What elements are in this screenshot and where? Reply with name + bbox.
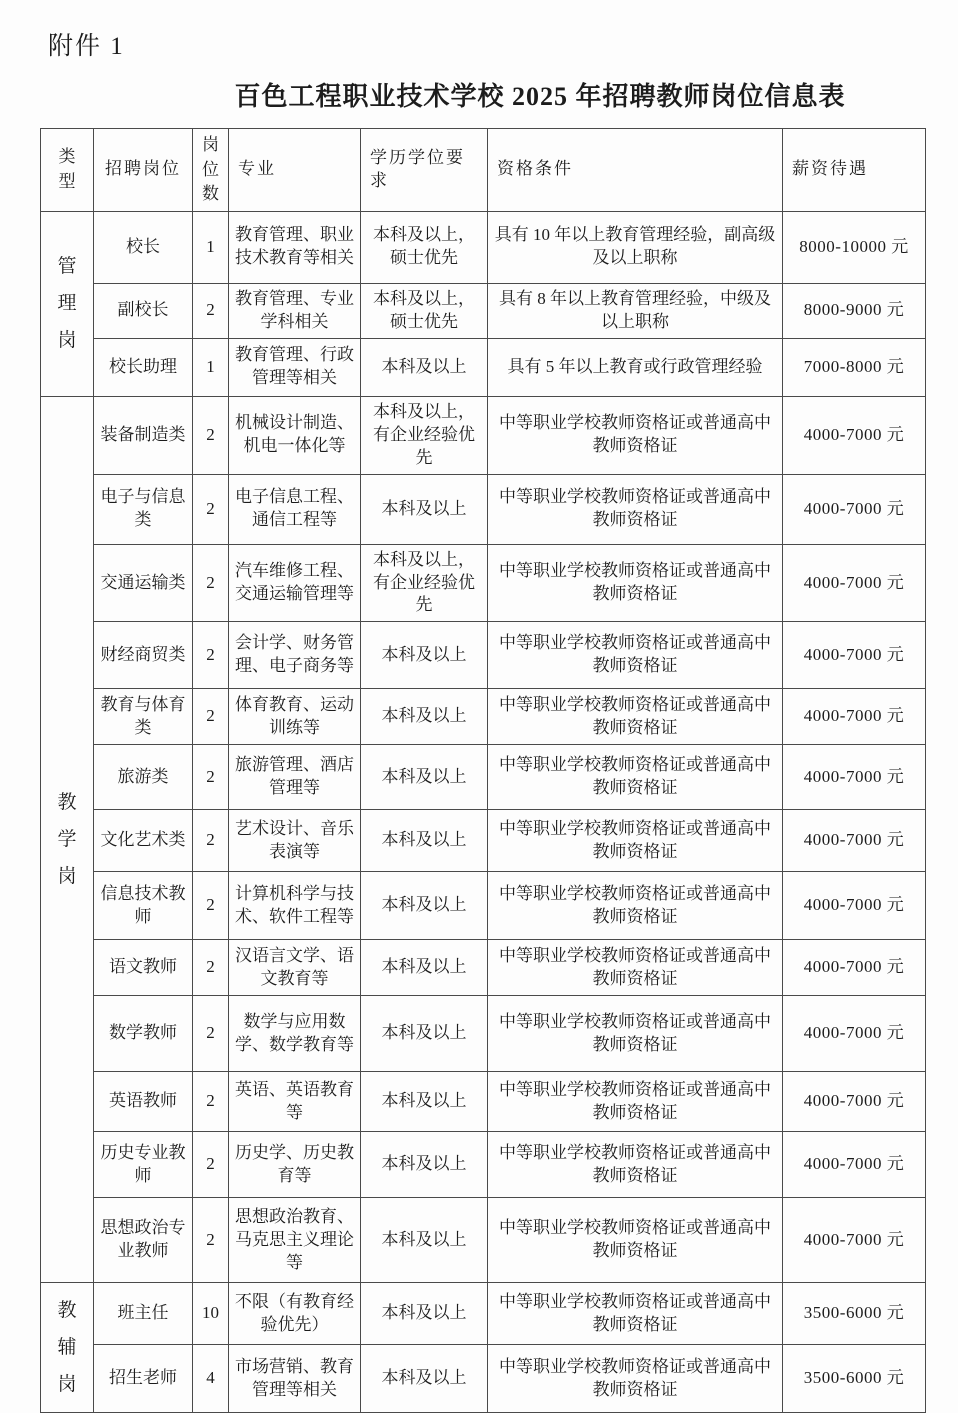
attachment-label: 附件 1 [48,33,125,60]
salary-cell: 4000-7000 元 [783,622,926,689]
position-cell: 教育与体育类 [94,689,193,745]
table-row [41,338,926,396]
salary-cell: 4000-7000 元 [783,745,926,810]
qualification-cell: 中等职业学校教师资格证或普通高中教师资格证 [488,1345,783,1413]
salary-cell: 3500-6000 元 [783,1283,926,1345]
table-row [41,940,926,996]
qualification-cell: 中等职业学校教师资格证或普通高中教师资格证 [488,396,783,474]
major-cell: 市场营销、教育管理等相关 [229,1345,361,1413]
education-cell: 本科及以上 [361,810,488,872]
count-cell: 2 [193,283,229,338]
qualification-cell: 中等职业学校教师资格证或普通高中教师资格证 [488,872,783,940]
count-cell: 10 [193,1283,229,1345]
salary-cell: 4000-7000 元 [783,396,926,474]
education-cell: 本科及以上，硕士优先 [361,211,488,283]
qualification-cell: 中等职业学校教师资格证或普通高中教师资格证 [488,940,783,996]
position-cell: 校长助理 [94,338,193,396]
qualification-cell: 中等职业学校教师资格证或普通高中教师资格证 [488,1132,783,1198]
count-cell: 2 [193,396,229,474]
table-row [41,689,926,745]
count-cell: 2 [193,1198,229,1283]
salary-cell: 4000-7000 元 [783,1198,926,1283]
salary-cell: 8000-9000 元 [783,283,926,338]
qualification-cell: 中等职业学校教师资格证或普通高中教师资格证 [488,544,783,622]
col-header-type-label: 类型 [58,147,76,191]
count-cell: 2 [193,474,229,544]
salary-cell: 4000-7000 元 [783,996,926,1072]
col-header-education: 学历学位要求 [361,129,488,212]
count-cell: 2 [193,544,229,622]
major-cell: 旅游管理、酒店管理等 [229,745,361,810]
col-header-salary: 薪资待遇 [783,129,926,212]
table-row [41,474,926,544]
major-cell: 教育管理、行政管理等相关 [229,338,361,396]
table-row [41,1345,926,1413]
table-row [41,544,926,622]
major-cell: 计算机科学与技术、软件工程等 [229,872,361,940]
category-label: 管理岗 [57,256,77,352]
position-cell: 交通运输类 [94,544,193,622]
major-cell: 汉语言文学、语文教育等 [229,940,361,996]
education-cell: 本科及以上 [361,1072,488,1132]
qualification-cell: 具有 5 年以上教育或行政管理经验 [488,338,783,396]
table-row [41,1283,926,1345]
education-cell: 本科及以上，硕士优先 [361,283,488,338]
education-cell: 本科及以上 [361,1283,488,1345]
salary-cell: 4000-7000 元 [783,689,926,745]
education-cell: 本科及以上 [361,1345,488,1413]
position-cell: 电子与信息类 [94,474,193,544]
col-header-count [193,129,229,212]
count-cell: 2 [193,1072,229,1132]
page-title: 百色工程职业技术学校 2025 年招聘教师岗位信息表 [234,82,846,111]
position-cell: 招生老师 [94,1345,193,1413]
qualification-cell: 具有 10 年以上教育管理经验，副高级及以上职称 [488,211,783,283]
major-cell: 历史学、历史教育等 [229,1132,361,1198]
col-header-position: 招聘岗位 [94,129,193,212]
table-row [41,396,926,474]
category-cell [41,211,94,396]
table-row [41,810,926,872]
count-cell: 2 [193,996,229,1072]
education-cell: 本科及以上 [361,745,488,810]
count-cell: 1 [193,338,229,396]
education-cell: 本科及以上 [361,996,488,1072]
qualification-cell: 中等职业学校教师资格证或普通高中教师资格证 [488,689,783,745]
position-cell: 英语教师 [94,1072,193,1132]
education-cell: 本科及以上 [361,940,488,996]
major-cell: 机械设计制造、机电一体化等 [229,396,361,474]
position-cell: 信息技术教师 [94,872,193,940]
major-cell: 会计学、财务管理、电子商务等 [229,622,361,689]
position-cell: 文化艺术类 [94,810,193,872]
position-cell: 校长 [94,211,193,283]
recruitment-table [40,128,926,1413]
count-cell: 2 [193,1132,229,1198]
col-header-qualification: 资格条件 [488,129,783,212]
position-cell: 装备制造类 [94,396,193,474]
count-cell: 2 [193,940,229,996]
position-cell: 历史专业教师 [94,1132,193,1198]
qualification-cell: 中等职业学校教师资格证或普通高中教师资格证 [488,996,783,1072]
education-cell: 本科及以上 [361,338,488,396]
qualification-cell: 中等职业学校教师资格证或普通高中教师资格证 [488,474,783,544]
education-cell: 本科及以上 [361,1198,488,1283]
position-cell: 班主任 [94,1283,193,1345]
category-cell [41,396,94,1283]
salary-cell: 3500-6000 元 [783,1345,926,1413]
count-cell: 2 [193,810,229,872]
col-header-major: 专业 [229,129,361,212]
salary-cell: 4000-7000 元 [783,544,926,622]
table-row [41,1132,926,1198]
major-cell: 教育管理、职业技术教育等相关 [229,211,361,283]
count-cell: 2 [193,622,229,689]
qualification-cell: 中等职业学校教师资格证或普通高中教师资格证 [488,745,783,810]
table-row [41,622,926,689]
education-cell: 本科及以上，有企业经验优先 [361,544,488,622]
header-row [41,129,926,212]
category-cell [41,1283,94,1413]
major-cell: 英语、英语教育等 [229,1072,361,1132]
position-cell: 语文教师 [94,940,193,996]
table-row [41,872,926,940]
position-cell: 副校长 [94,283,193,338]
major-cell: 思想政治教育、马克思主义理论等 [229,1198,361,1283]
salary-cell: 4000-7000 元 [783,1072,926,1132]
position-cell: 数学教师 [94,996,193,1072]
salary-cell: 4000-7000 元 [783,810,926,872]
education-cell: 本科及以上 [361,689,488,745]
count-cell: 2 [193,745,229,810]
qualification-cell: 具有 8 年以上教育管理经验，中级及以上职称 [488,283,783,338]
table-row [41,1198,926,1283]
count-cell: 4 [193,1345,229,1413]
position-cell: 思想政治专业教师 [94,1198,193,1283]
salary-cell: 4000-7000 元 [783,474,926,544]
qualification-cell: 中等职业学校教师资格证或普通高中教师资格证 [488,1198,783,1283]
major-cell: 汽车维修工程、交通运输管理等 [229,544,361,622]
position-cell: 财经商贸类 [94,622,193,689]
education-cell: 本科及以上 [361,872,488,940]
salary-cell: 4000-7000 元 [783,940,926,996]
education-cell: 本科及以上 [361,1132,488,1198]
count-cell: 2 [193,872,229,940]
category-label: 教学岗 [57,792,77,888]
major-cell: 体育教育、运动训练等 [229,689,361,745]
table-row [41,1072,926,1132]
major-cell: 不限（有教育经验优先） [229,1283,361,1345]
qualification-cell: 中等职业学校教师资格证或普通高中教师资格证 [488,622,783,689]
qualification-cell: 中等职业学校教师资格证或普通高中教师资格证 [488,810,783,872]
education-cell: 本科及以上，有企业经验优先 [361,396,488,474]
qualification-cell: 中等职业学校教师资格证或普通高中教师资格证 [488,1283,783,1345]
qualification-cell: 中等职业学校教师资格证或普通高中教师资格证 [488,1072,783,1132]
count-cell: 2 [193,689,229,745]
salary-cell: 4000-7000 元 [783,1132,926,1198]
education-cell: 本科及以上 [361,474,488,544]
salary-cell: 4000-7000 元 [783,872,926,940]
major-cell: 电子信息工程、通信工程等 [229,474,361,544]
col-header-count-label: 岗位数 [202,135,219,204]
position-cell: 旅游类 [94,745,193,810]
category-label: 教辅岗 [57,1300,77,1396]
count-cell: 1 [193,211,229,283]
table-row [41,996,926,1072]
major-cell: 艺术设计、音乐表演等 [229,810,361,872]
major-cell: 教育管理、专业学科相关 [229,283,361,338]
table-row [41,745,926,810]
education-cell: 本科及以上 [361,622,488,689]
salary-cell: 8000-10000 元 [783,211,926,283]
col-header-type [41,129,94,212]
table-row [41,211,926,283]
table-row [41,283,926,338]
salary-cell: 7000-8000 元 [783,338,926,396]
major-cell: 数学与应用数学、数学教育等 [229,996,361,1072]
